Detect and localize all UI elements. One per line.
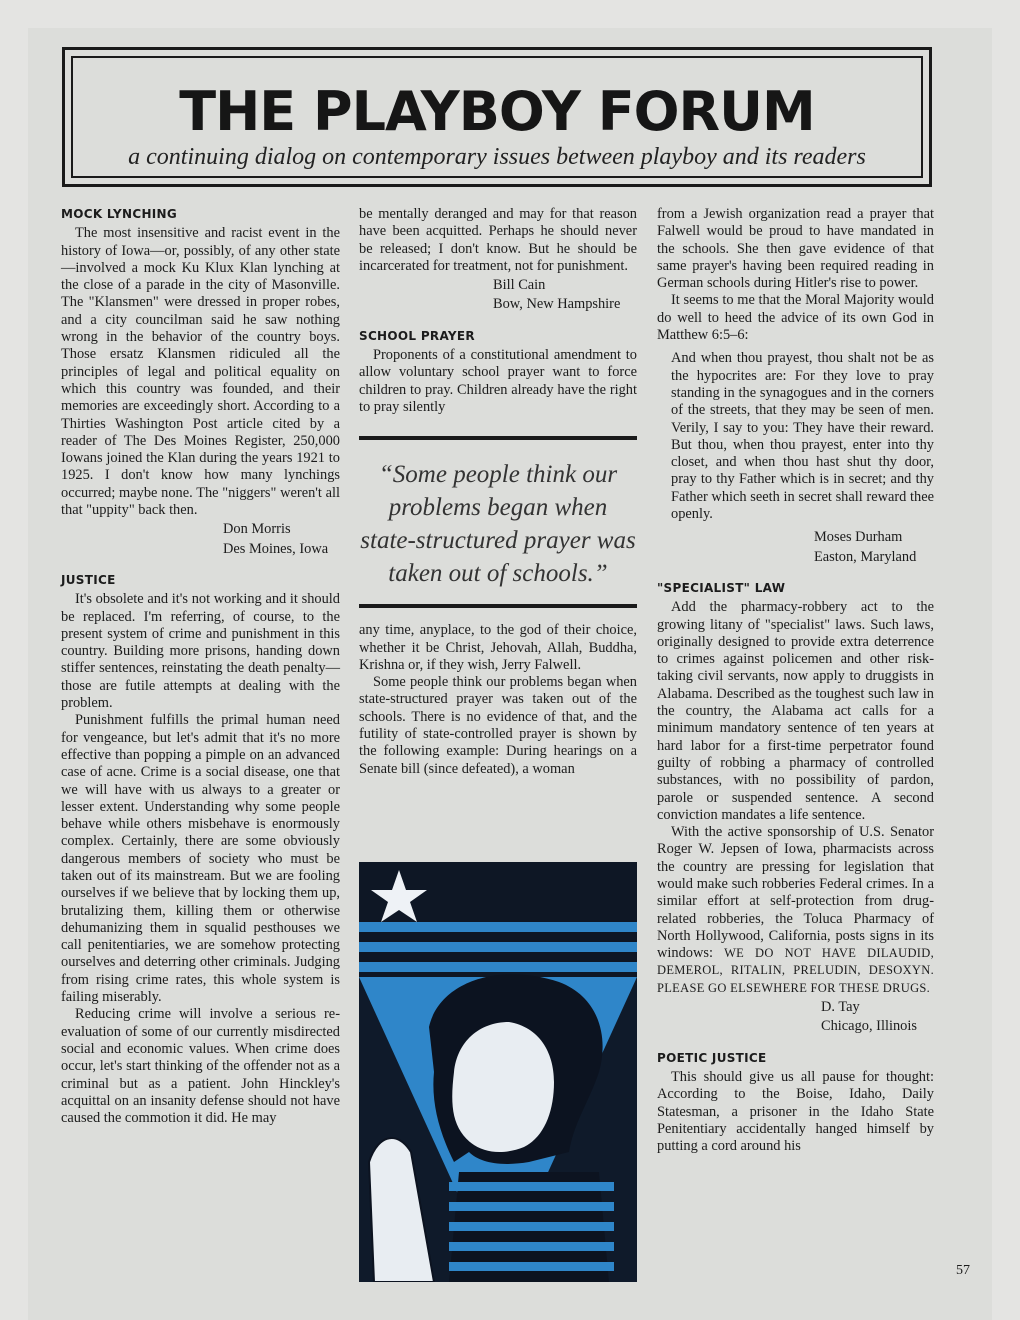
page-title: THE PLAYBOY FORUM <box>179 80 815 143</box>
signature-name: Bill Cain <box>493 277 546 294</box>
letter-continued: any time, anyplace, to the god of their choice, whether it be Christ, Jehovah, Allah, Buddha, Krishna or, if they wish, Jerry Falwell. <box>359 622 637 673</box>
letter-paragraph: Proponents of a constitutional amendment to allow voluntary school prayer want to force children to pray. Children already have the right to pray silently <box>359 347 637 415</box>
section-heading-mock-lynching: MOCK LYNCHING <box>61 207 178 221</box>
pull-quote: “Some people think our problems began when state-structured prayer was taken out of schools.” <box>360 461 636 588</box>
signature-place: Des Moines, Iowa <box>223 540 329 557</box>
page-subtitle: a continuing dialog on contemporary issues between playboy and its readers <box>128 144 866 170</box>
signature-place: Chicago, Illinois <box>821 1018 917 1035</box>
letter-paragraph: It seems to me that the Moral Majority would do well to heed the advice of its own God in Matthew 6:5–6: <box>657 292 934 344</box>
section-heading-specialist-law: "SPECIALIST" LAW <box>657 580 786 595</box>
signature-name: Don Morris <box>223 521 291 538</box>
letter-continued: from a Jewish organization read a prayer that Falwell would be proud to have mandated in the schools. She then gave evidence of that same prayer's having been required reading in German schools during Hitler's rise to power. <box>657 206 934 292</box>
letter-paragraph: Punishment fulfills the primal human need for vengeance, but let's admit that it's no more effective than popping a pimple on an advanced case of acne. Crime is a social disease, one that we will have with us always to a greater or lesser extent. Understanding why some people behave while others misbehave is enormously complex. Certainly, there are some obviously dangerous members of society who must be taken out of its mainstream. But we are fooling ourselves if we believe that by locking them up, brutalizing them, killing them or otherwise dehumanizing them in squalid pesthouses we call penitentiaries, we are somehow protecting ourselves and deterring other criminals. Judging from rising crime rates, this whole system is failing miserably. <box>61 712 340 1006</box>
letter-paragraph: It's obsolete and it's not working and it should be replaced. I'm referring, of course, to the present system of crime and punishment in this country. Building more prisons, handing down stiffer sentences, reinstating the death penalty—those are futile attempts at dealing with the problem. <box>61 591 340 712</box>
letter-paragraph: Add the pharmacy-robbery act to the growing litany of "specialist" laws. Such laws, originally designed to provide extra deterrence to crimes against policemen and other risk-taking civil servants, now apply to druggists in Alabama. Described as the toughest such law in the country, the Alabama act calls for a minimum mandatory sentence of ten years at hard labor for a first-time perpetrator found guilty of robbing a pharmacy of controlled substances, with no possibility of pardon, parole or suspended sentence. A second conviction mandates a life sentence. <box>657 599 934 823</box>
letter-continued: be mentally deranged and may for that reason have been acquitted. Perhaps he should never be released; I don't know. But he should be incarcerated for treatment, not for punishment. <box>359 206 637 274</box>
letter-body: The most insensitive and racist event in the history of Iowa—or, possibly, of any other state—involved a mock Ku Klux Klan lynching at the close of a parade in the city of Masonville. The "Klansmen" were dressed in proper robes, and a city councilman said he saw nothing wrong in the behavior of the country boys. Those ersatz Klansmen ridiculed all the principles of legal and political equality on which this country was founded, and their memories are exceedingly short. According to a Thirties Washington Post article cited by a reader of The Des Moines Register, 250,000 Iowans joined the Klan during the years 1921 to 1925. I don't know how many lynchings occurred; maybe none. The "niggers" weren't all that "uppity" back then. <box>61 225 340 519</box>
praying-man-illustration <box>359 862 637 1282</box>
signature-name: D. Tay <box>821 999 860 1016</box>
letter-paragraph: Some people think our problems began when state-structured prayer was taken out of the schools. There is no evidence of that, and the futility of state-controlled prayer is shown by the following example: During hearings on a Senate bill (since defeated), a woman <box>359 674 637 777</box>
column-3 <box>657 206 934 1155</box>
forum-header <box>62 47 932 187</box>
signature-place: Bow, New Hampshire <box>493 296 621 313</box>
header-inner-frame <box>71 56 923 178</box>
letter-paragraph-text: With the active sponsorship of U.S. Senator Roger W. Jepsen of Iowa, pharmacists across the country are pressing for legislation that would make such robberies Federal crimes. In a similar effort at self-protection from drug-related robberies, the Toluca Pharmacy of North Hollywood, California, posts signs in its windows: <box>657 824 934 962</box>
column-2 <box>359 206 637 778</box>
signature-name: Moses Durham <box>814 529 903 546</box>
column-1 <box>61 206 340 1127</box>
letter-paragraph: This should give us all pause for thought: According to the Boise, Idaho, Daily Statesman, a prisoner in the Idaho State Penitentiary accidentally hanged himself by putting a cord around his <box>657 1068 934 1155</box>
section-heading-poetic-justice: POETIC JUSTICE <box>657 1050 767 1065</box>
section-heading-justice: JUSTICE <box>61 572 116 587</box>
letter-paragraph: Reducing crime will involve a serious re-evaluation of some of our currently misdirected social and economic values. When crime does occur, let's start thinking of the offender not as a criminal but as a patient. John Hinckley's acquittal on an insanity defense should not have caused the commotion it did. He may <box>61 1006 340 1127</box>
scripture-quote: And when thou prayest, thou shalt not be as the hypocrites are: For they love to pray standing in the synagogues and in the corners of the streets, that they may be seen of men. Verily, I say to you: They have their reward. But thou, when thou prayest, enter into thy closet, and when thou hast shut thy door, pray to thy Father which is in secret; and thy Father which seeth in secret shall reward thee openly. <box>671 350 934 523</box>
section-heading-school-prayer: SCHOOL PRAYER <box>359 328 475 343</box>
page-number: 57 <box>956 1263 970 1278</box>
signature-place: Easton, Maryland <box>814 548 917 565</box>
letter-paragraph <box>657 824 934 997</box>
pharmacy-sign-text: WE DO NOT HAVE DILAUDID, DEMEROL, RITALIN, PRELUDIN, DESOXYN. PLEASE GO ELSEWHERE FOR THESE DRUGS. <box>657 946 934 995</box>
